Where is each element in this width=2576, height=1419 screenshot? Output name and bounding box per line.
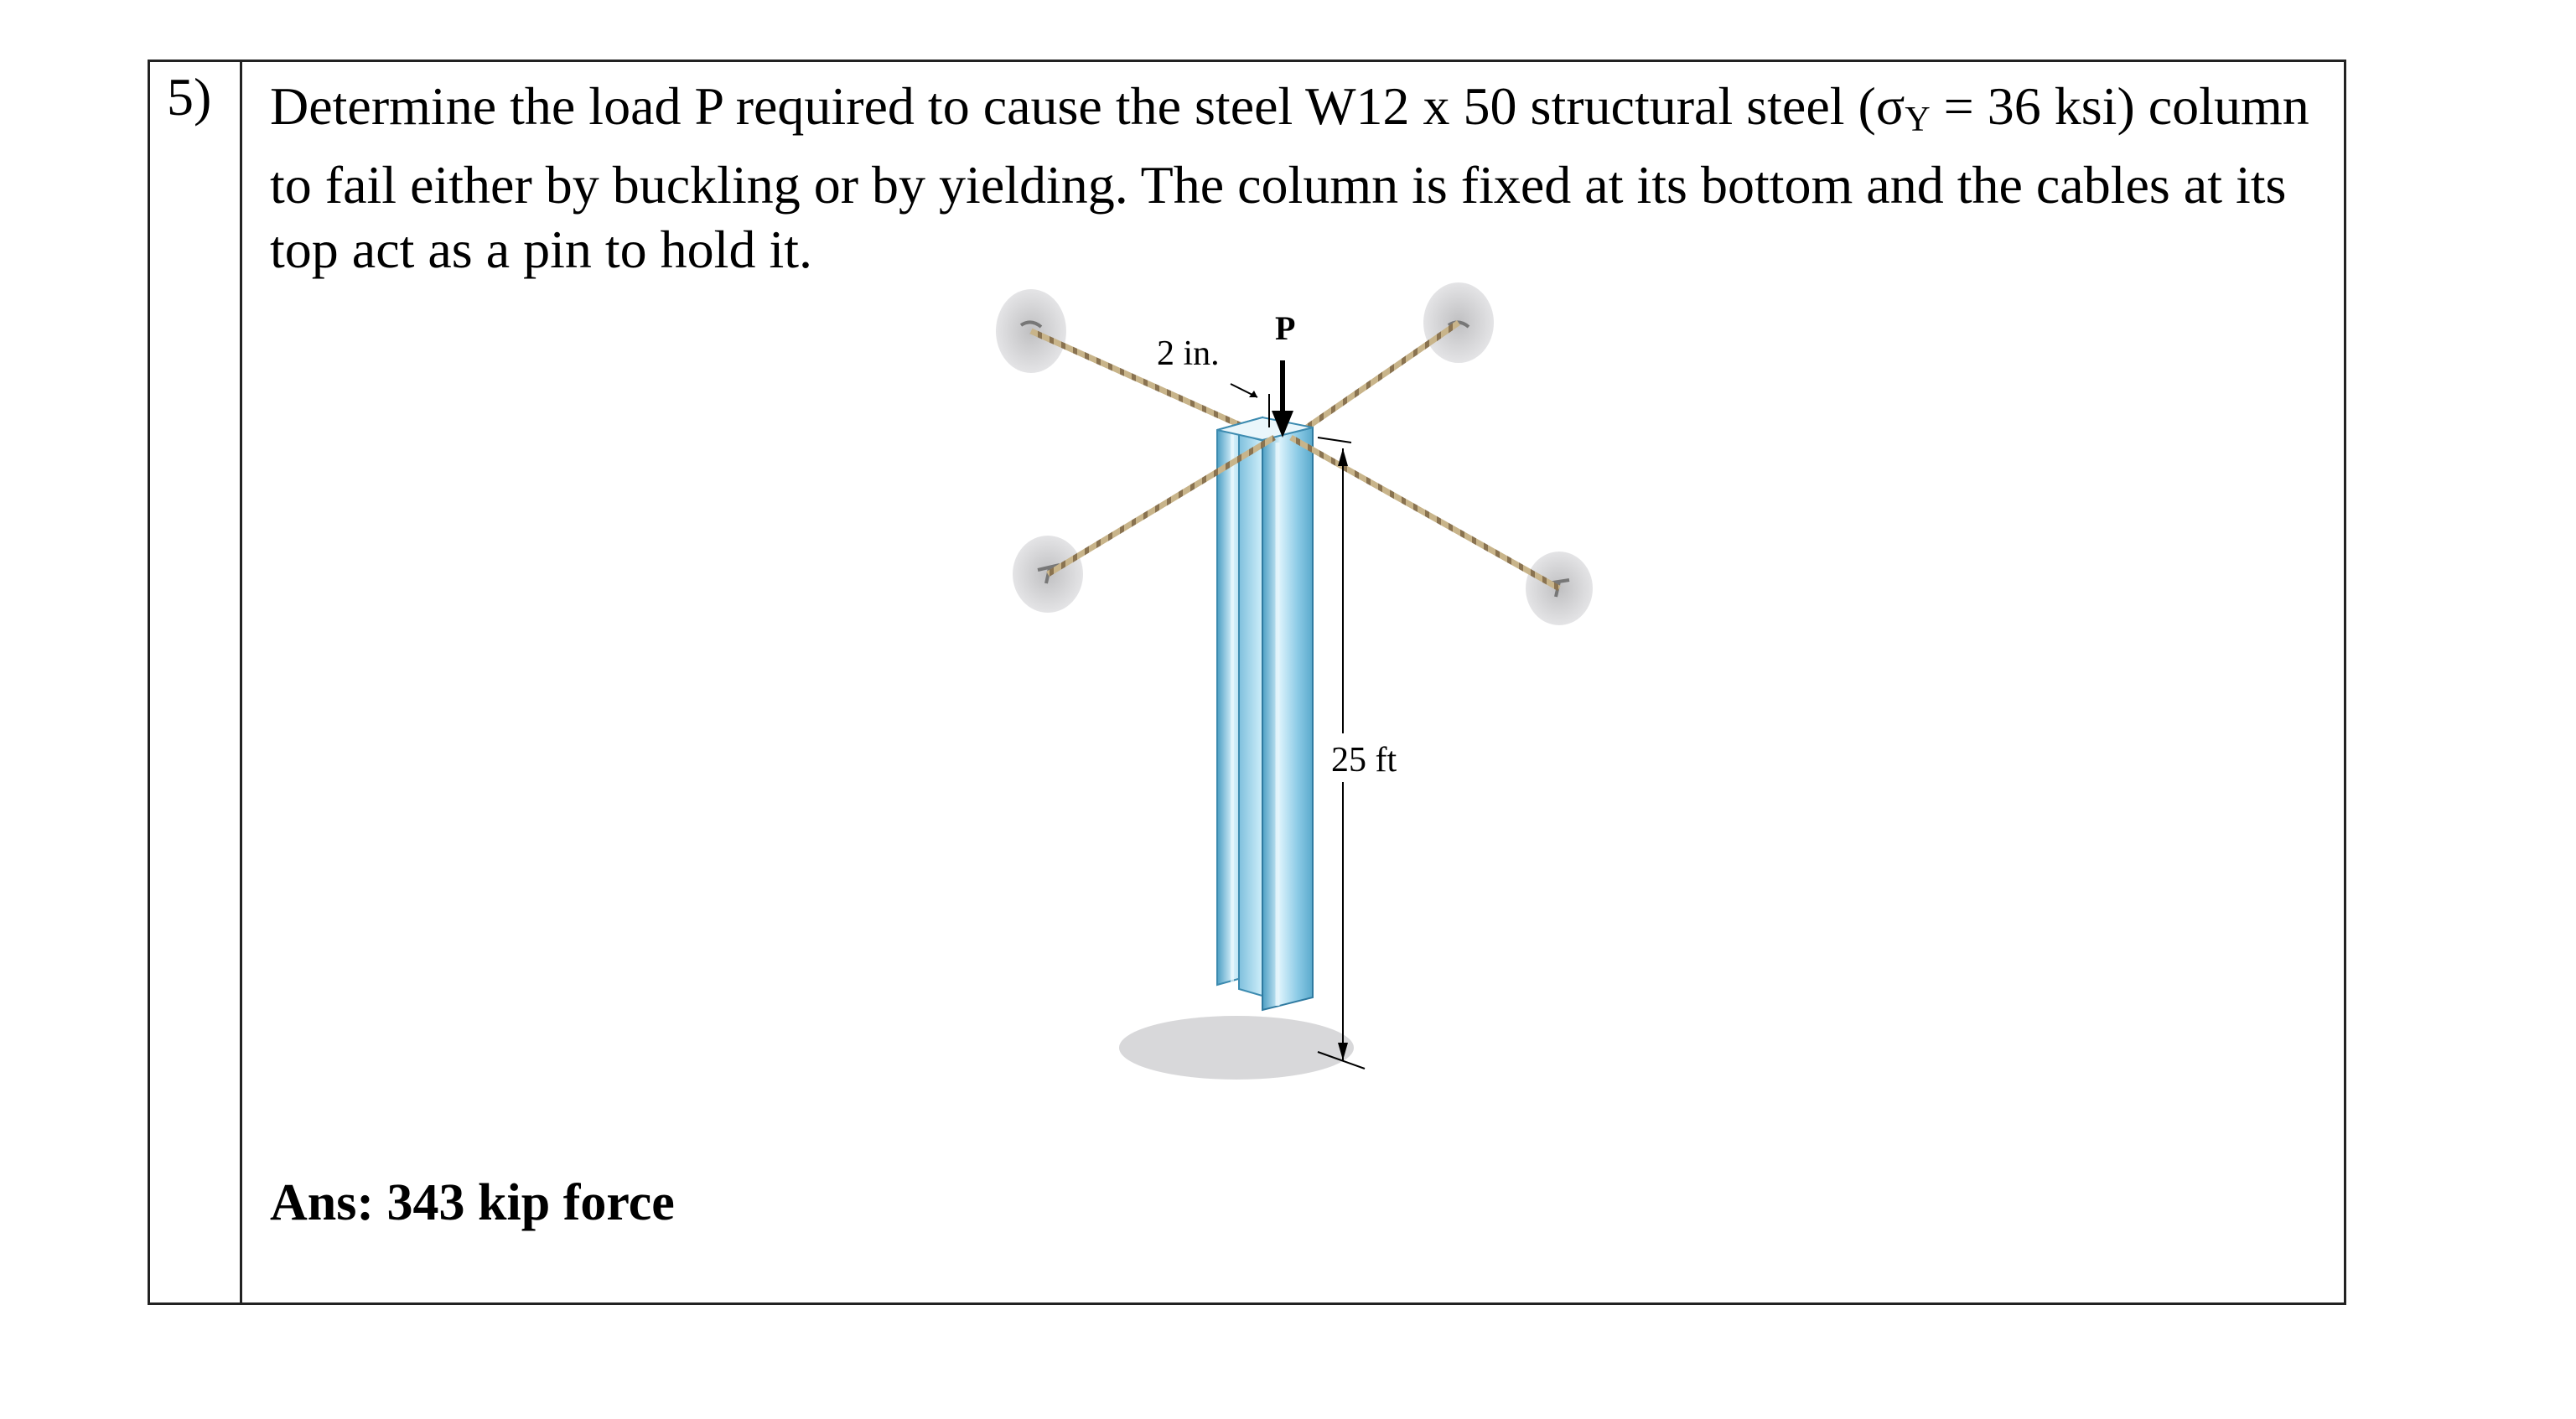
problem-statement-text-a: Determine the load P required to cause the steel W12 x 50 structural steel (σ xyxy=(270,76,1905,136)
height-label: 25 ft xyxy=(1331,741,1397,779)
answer-text: Ans: 343 kip force xyxy=(270,1174,675,1231)
offset-label: 2 in. xyxy=(1157,334,1220,373)
ground-shadow xyxy=(1119,1016,1354,1080)
column-front-flange xyxy=(1262,427,1313,1010)
load-label: P xyxy=(1275,309,1296,347)
column-figure xyxy=(838,218,1677,1140)
yield-stress-subscript: Y xyxy=(1905,101,1931,139)
cable-front-right xyxy=(1291,438,1559,588)
problem-statement-text-b: = 36 ksi) column to fail either by buckling or by yielding. The column is fixed at its bottom and the cables at its top act as a pin to hold it. xyxy=(270,76,2309,279)
problem-number: 5) xyxy=(167,67,212,127)
height-dim-top-ext xyxy=(1318,438,1351,443)
problem-number-cell xyxy=(150,62,242,1302)
